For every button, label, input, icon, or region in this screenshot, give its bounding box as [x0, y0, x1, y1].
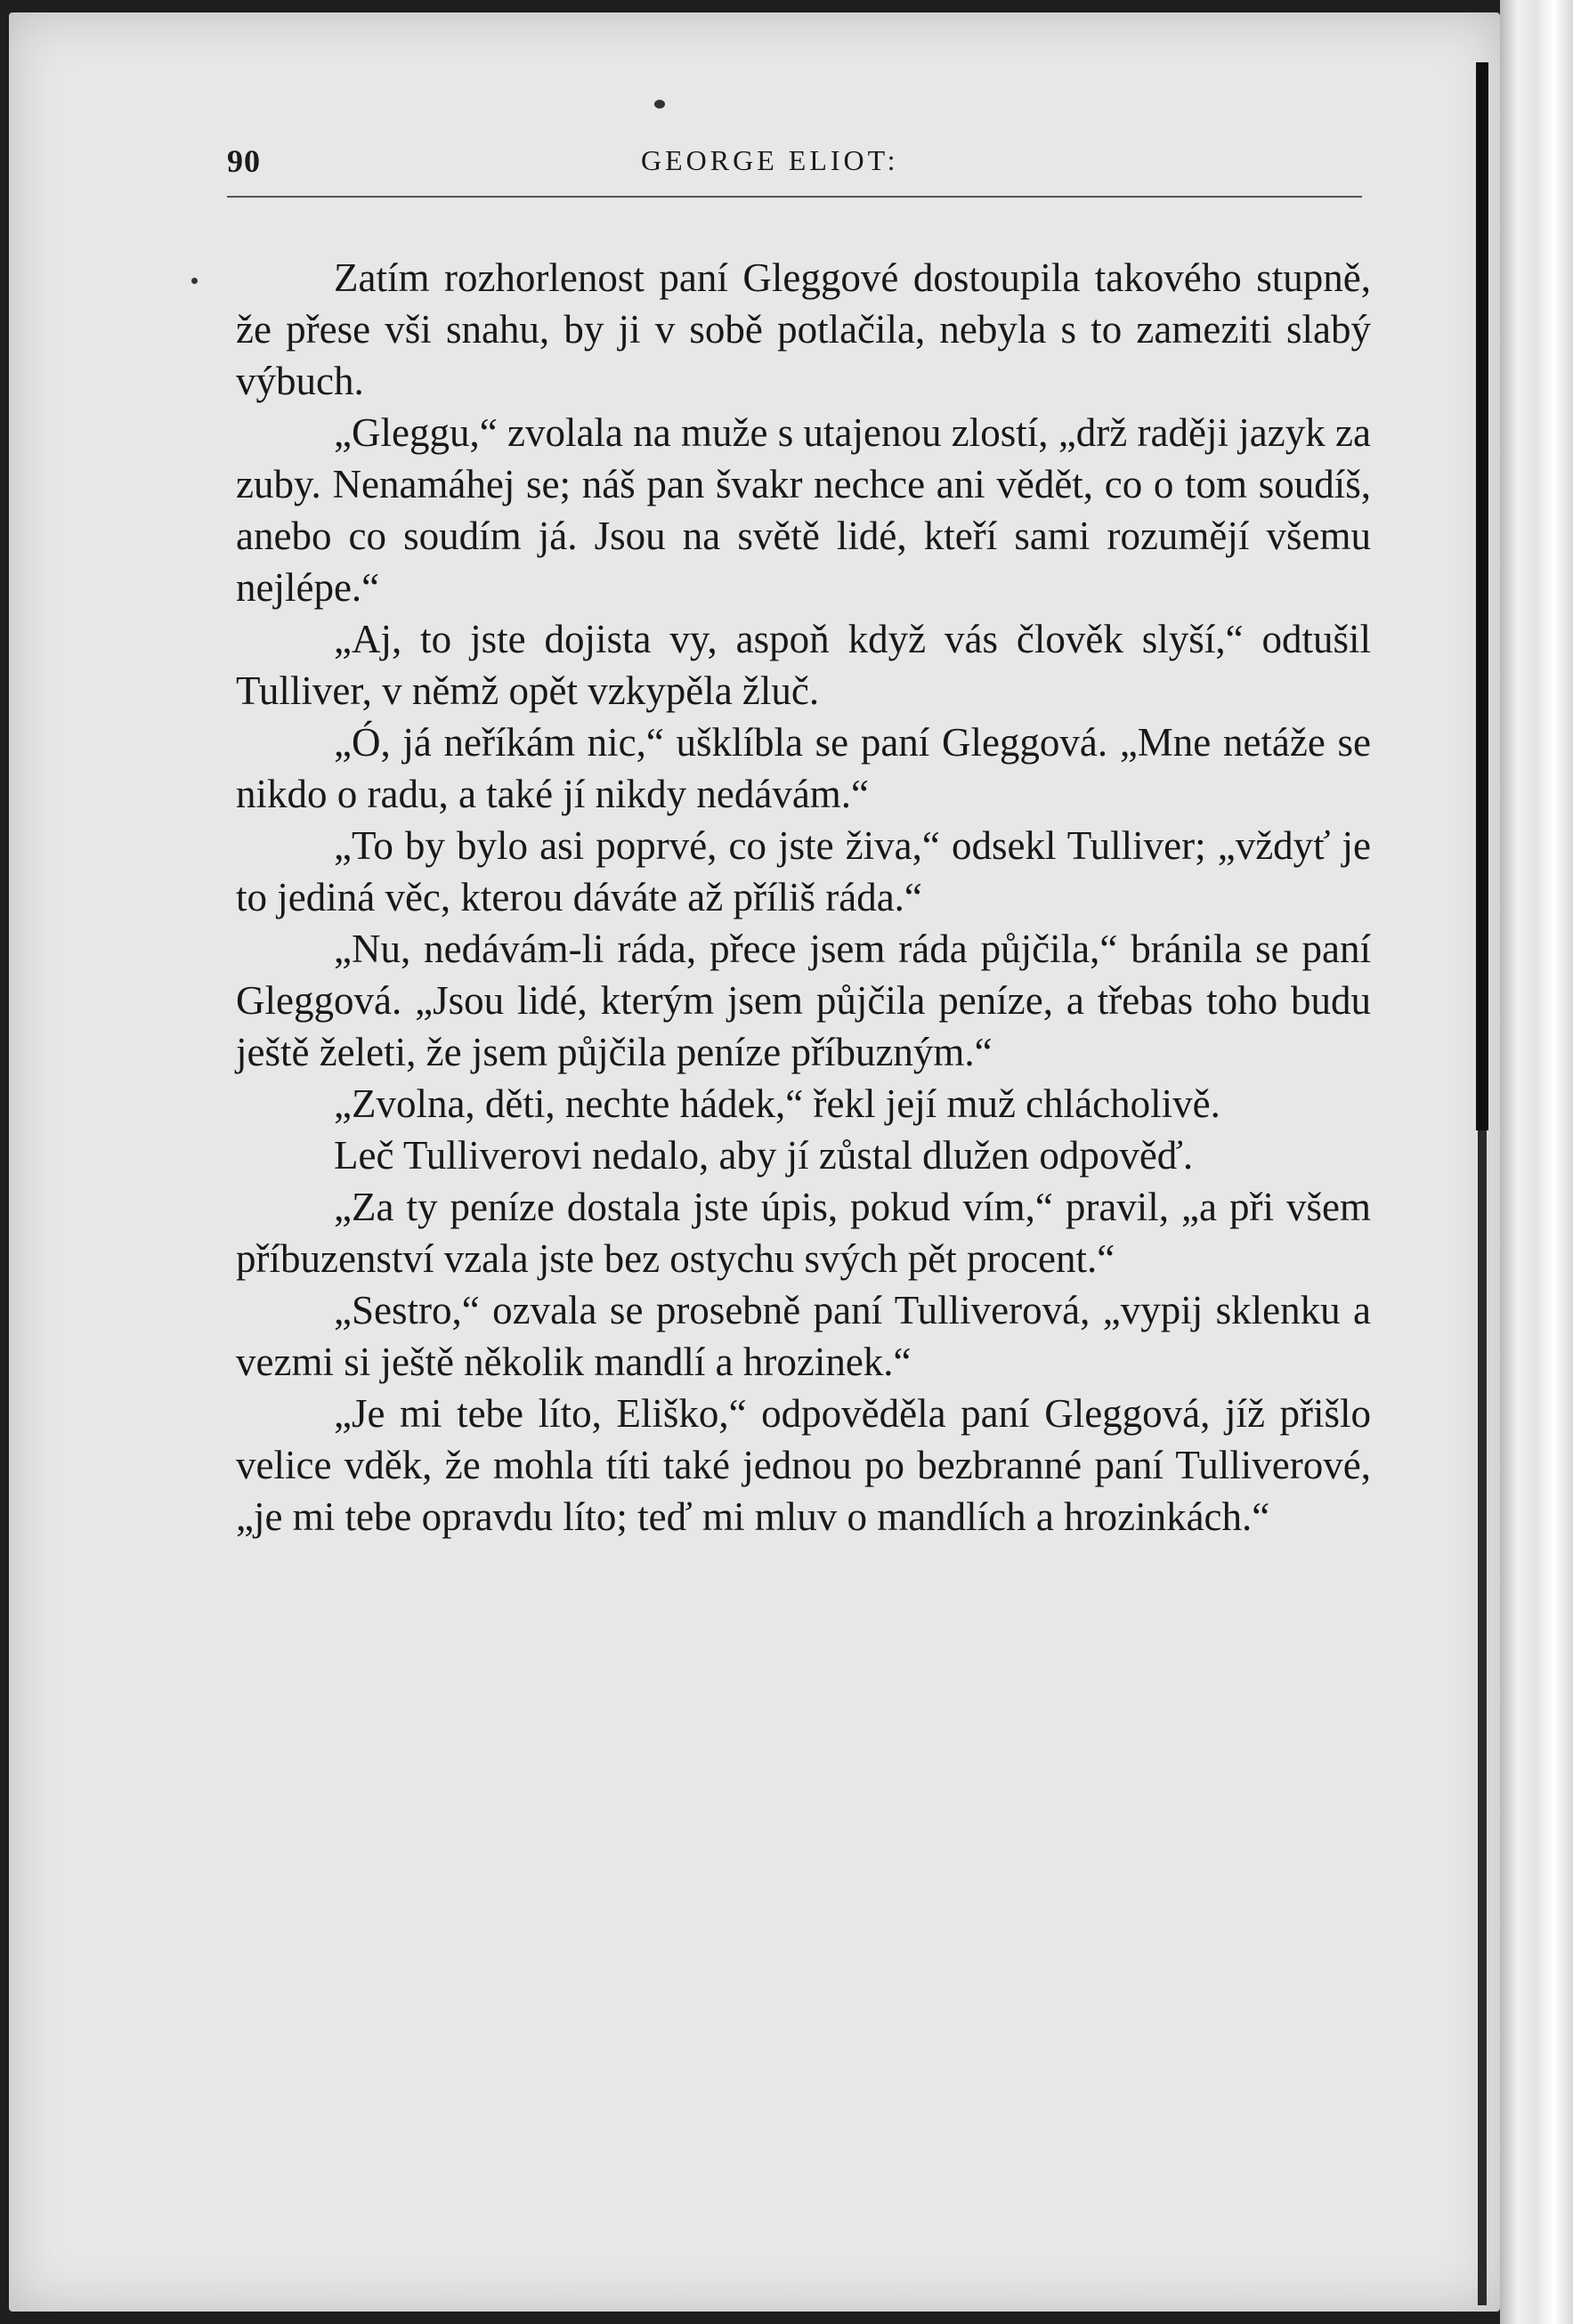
paragraph: „Aj, to jste dojista vy, aspoň když vás člověk slyší,“ odtušil Tulliver, v němž opět vzkypěla žluč.: [236, 617, 1371, 713]
body-text: [236, 252, 1371, 1543]
paragraph: „Gleggu,“ zvolala na muže s utajenou zlostí, „drž raději jazyk za zuby. Nenamáhej se; náš pan švakr nechce ani vědět, co o tom soudíš, anebo co soudím já. Jsou na světě lidé, kteří sami rozumějí všemu nejlépe.“: [236, 410, 1371, 610]
page-edge-shadow: [1476, 62, 1488, 1130]
ink-speck: [654, 100, 665, 109]
paragraph: Leč Tulliverovi nedalo, aby jí zůstal dlužen odpověď.: [334, 1133, 1194, 1178]
page-number: 90: [227, 143, 261, 179]
paragraph: „Zvolna, děti, nechte hádek,“ řekl její muž chlácholivě.: [334, 1081, 1220, 1126]
paragraph: „Sestro,“ ozvala se prosebně paní Tulliverová, „vypij sklenku a vezmi si ještě několik mandlí a hrozinek.“: [236, 1288, 1371, 1384]
paragraph: „Ó, já neříkám nic,“ ušklíbla se paní Gleggová. „Mne netáže se nikdo o radu, a také jí nikdy nedávám.“: [236, 720, 1371, 816]
paragraph: „Za ty peníze dostala jste úpis, pokud vím,“ pravil, „a při všem příbuzenství vzala jste bez ostychu svých pět procent.“: [236, 1185, 1371, 1281]
page-header: [227, 142, 1362, 198]
paragraph: „To by bylo asi poprvé, co jste živa,“ odsekl Tulliver; „vždyť je to jediná věc, kterou dáváte až příliš ráda.“: [236, 823, 1371, 919]
ink-speck: [191, 278, 198, 284]
book-spine: [1500, 0, 1573, 2324]
paragraph: „Nu, nedávám-li ráda, přece jsem ráda půjčila,“ bránila se paní Gleggová. „Jsou lidé, kterým jsem půjčila peníze, a třebas toho budu ještě želeti, že jsem půjčila peníze příbuzným.“: [236, 927, 1371, 1074]
paragraph: Zatím rozhorlenost paní Gleggové dostoupila takového stupně, že přese vši snahu, by ji v sobě potlačila, nebyla s to zameziti slabý výbuch.: [236, 255, 1371, 403]
running-head: GEORGE ELIOT:: [641, 144, 899, 176]
page-edge-shadow-lower: [1478, 1130, 1487, 2305]
paragraph: „Je mi tebe líto, Eliško,“ odpověděla paní Gleggová, jíž přišlo velice vděk, že mohla títi také jednou po bezbranné paní Tulliverové, „je mi tebe opravdu líto; teď mi mluv o mandlích a hrozinkách.“: [236, 1391, 1371, 1539]
